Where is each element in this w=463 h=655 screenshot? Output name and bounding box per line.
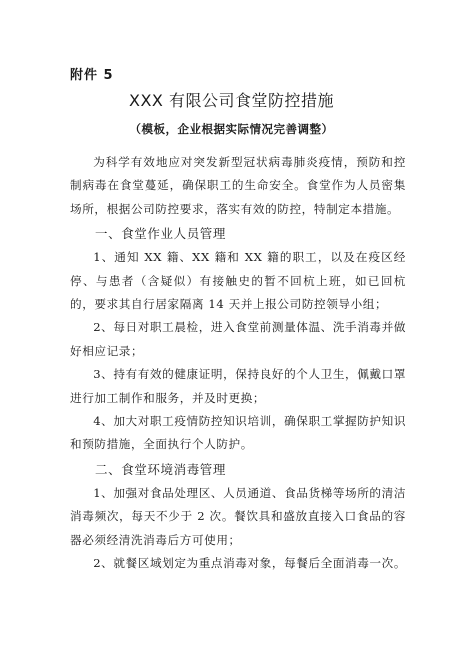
staff-item-2: 2、每日对职工晨检，进入食堂前测量体温、洗手消毒并做好相应记录； xyxy=(70,320,407,358)
disinfection-item-2: 2、就餐区域划定为重点消毒对象，每餐后全面消毒一次。 xyxy=(93,556,407,571)
document-body xyxy=(70,151,406,576)
staff-item-1: 1、通知 XX 籍、XX 籍和 XX 籍的职工，以及在疫区经停、与患者（含疑似）有接触史的暂不回杭上班，如已回杭的，要求其自行居家隔离 14 天并上报公司防控领导小组； xyxy=(70,250,406,312)
section-heading-staff: 一、食堂作业人员管理 xyxy=(95,226,227,242)
attachment-label: 附件 5 xyxy=(70,68,114,83)
section-heading-disinfection: 二、食堂环境消毒管理 xyxy=(95,461,227,477)
intro-paragraph: 为科学有效地应对突发新型冠状病毒肺炎疫情，预防和控制病毒在食堂蔓延，确保职工的生命安全。食堂作为人员密集场所，根据公司防控要求，落实有效的防控，特制定本措施。 xyxy=(70,155,406,216)
staff-item-3: 3、持有有效的健康证明，保持良好的个人卫生，佩戴口罩进行加工制作和服务，并及时更换； xyxy=(70,367,407,405)
staff-item-4: 4、加大对职工疫情防控知识培训，确保职工掌握防护知识和预防措施，全面执行个人防护。 xyxy=(70,414,407,452)
document-title: XXX 有限公司食堂防控措施 xyxy=(129,91,334,110)
document-subtitle: （模板，企业根据实际情况完善调整） xyxy=(129,122,334,136)
disinfection-item-1: 1、加强对食品处理区、人员通道、食品货梯等场所的清洁消毒频次，每天不少于 2 次。餐饮具和盛放直接入口食品的容器必须经清洗消毒后方可使用； xyxy=(70,485,407,547)
